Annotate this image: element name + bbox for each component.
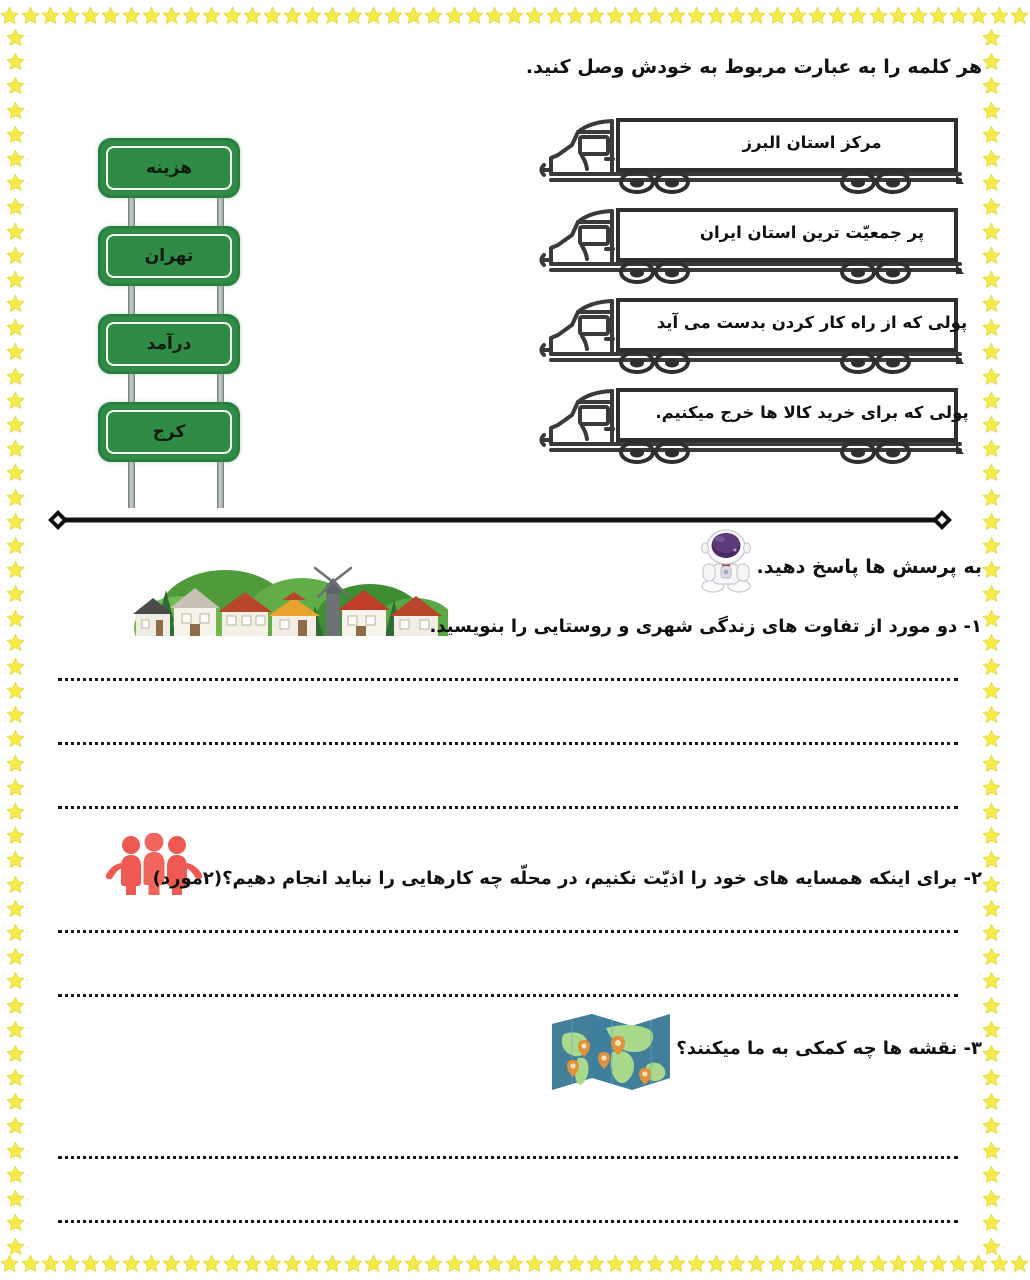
star-icon — [505, 6, 524, 25]
road-sign-1-label: هزینه — [146, 157, 192, 178]
star-icon — [848, 1254, 867, 1273]
road-signs-group — [90, 118, 270, 508]
star-icon — [6, 463, 25, 482]
star-icon — [122, 6, 141, 25]
star-column-left — [2, 26, 28, 1252]
truck-icon-2 — [520, 200, 970, 290]
star-icon — [364, 6, 383, 25]
star-icon — [6, 246, 25, 265]
road-sign-4-label: کرج — [152, 421, 186, 442]
star-icon — [6, 1213, 25, 1232]
answer-line-7[interactable] — [58, 1220, 958, 1227]
astronaut-icon — [695, 528, 757, 594]
star-icon — [747, 1254, 766, 1273]
star-icon — [6, 1189, 25, 1208]
star-icon — [6, 222, 25, 241]
star-icon — [41, 6, 60, 25]
star-icon — [6, 149, 25, 168]
answer-line-1[interactable] — [58, 678, 958, 685]
star-icon — [6, 28, 25, 47]
star-icon — [6, 996, 25, 1015]
star-icon — [6, 536, 25, 555]
star-icon — [929, 1254, 948, 1273]
star-icon — [364, 1254, 383, 1273]
star-icon — [990, 6, 1009, 25]
star-icon — [243, 1254, 262, 1273]
star-icon — [525, 6, 544, 25]
star-icon — [788, 1254, 807, 1273]
answer-line-4[interactable] — [58, 930, 958, 937]
star-icon — [889, 1254, 908, 1273]
star-icon — [6, 512, 25, 531]
star-icon — [586, 6, 605, 25]
star-icon — [546, 1254, 565, 1273]
star-icon — [6, 971, 25, 990]
star-icon — [6, 1092, 25, 1111]
road-sign-3-inner — [106, 322, 232, 366]
star-icon — [445, 6, 464, 25]
star-icon — [182, 6, 201, 25]
star-icon — [727, 1254, 746, 1273]
star-icon — [6, 1020, 25, 1039]
road-sign-4[interactable] — [98, 402, 240, 462]
star-icon — [344, 6, 363, 25]
star-icon — [182, 1254, 201, 1273]
star-icon — [142, 1254, 161, 1273]
star-icon — [6, 391, 25, 410]
star-icon — [6, 657, 25, 676]
star-icon — [869, 1254, 888, 1273]
star-icon — [6, 850, 25, 869]
answer-line-6[interactable] — [58, 1156, 958, 1163]
worksheet-content — [30, 28, 1000, 1250]
truck-icon-3 — [520, 290, 970, 380]
star-icon — [768, 1254, 787, 1273]
star-icon — [546, 6, 565, 25]
star-icon — [6, 560, 25, 579]
star-icon — [969, 1254, 988, 1273]
star-icon — [0, 1254, 19, 1273]
star-icon — [949, 1254, 968, 1273]
star-icon — [223, 6, 242, 25]
road-sign-2[interactable] — [98, 226, 240, 286]
star-icon — [344, 1254, 363, 1273]
star-icon — [949, 6, 968, 25]
star-icon — [404, 1254, 423, 1273]
truck-card-2[interactable] — [520, 200, 970, 290]
road-sign-3-label: درآمد — [146, 333, 192, 354]
star-icon — [969, 6, 988, 25]
star-icon — [646, 1254, 665, 1273]
matching-section-title: هر کلمه را به عبارت مربوط به خودش وصل کنید. — [525, 56, 982, 78]
star-icon — [808, 1254, 827, 1273]
star-icon — [122, 1254, 141, 1273]
truck-icon-1 — [520, 110, 970, 200]
star-icon — [202, 1254, 221, 1273]
star-icon — [909, 1254, 928, 1273]
truck-icon-4 — [520, 380, 970, 470]
star-icon — [768, 6, 787, 25]
star-icon — [667, 6, 686, 25]
star-icon — [243, 6, 262, 25]
star-icon — [41, 1254, 60, 1273]
star-icon — [6, 826, 25, 845]
truck-card-3[interactable] — [520, 290, 970, 380]
star-icon — [6, 1068, 25, 1087]
star-icon — [6, 101, 25, 120]
star-icon — [909, 6, 928, 25]
star-icon — [566, 1254, 585, 1273]
star-icon — [6, 342, 25, 361]
star-icon — [828, 6, 847, 25]
star-icon — [1010, 1254, 1029, 1273]
star-icon — [384, 6, 403, 25]
star-icon — [646, 6, 665, 25]
star-icon — [6, 681, 25, 700]
star-icon — [667, 1254, 686, 1273]
star-icon — [687, 1254, 706, 1273]
star-icon — [162, 6, 181, 25]
star-icon — [6, 947, 25, 966]
star-icon — [21, 1254, 40, 1273]
star-icon — [6, 1044, 25, 1063]
star-icon — [424, 1254, 443, 1273]
star-icon — [303, 1254, 322, 1273]
star-icon — [6, 1141, 25, 1160]
star-icon — [808, 6, 827, 25]
star-icon — [6, 415, 25, 434]
star-icon — [323, 1254, 342, 1273]
star-icon — [889, 6, 908, 25]
star-icon — [606, 6, 625, 25]
star-icon — [6, 729, 25, 748]
truck-card-2-text: پر جمعیّت ترین استان ایران — [699, 222, 925, 242]
star-icon — [6, 294, 25, 313]
road-sign-1-inner — [106, 146, 232, 190]
star-icon — [21, 6, 40, 25]
star-icon — [788, 6, 807, 25]
star-icon — [6, 367, 25, 386]
star-icon — [6, 1237, 25, 1256]
star-icon — [6, 778, 25, 797]
star-icon — [586, 1254, 605, 1273]
star-icon — [848, 6, 867, 25]
star-icon — [101, 1254, 120, 1273]
star-icon — [869, 6, 888, 25]
star-icon — [485, 1254, 504, 1273]
star-icon — [990, 1254, 1009, 1273]
answer-line-2[interactable] — [58, 742, 958, 749]
star-icon — [202, 6, 221, 25]
world-map-icon — [548, 1008, 674, 1096]
star-icon — [6, 318, 25, 337]
star-icon — [283, 1254, 302, 1273]
road-sign-1[interactable] — [98, 138, 240, 198]
star-icon — [626, 1254, 645, 1273]
star-icon — [6, 488, 25, 507]
star-icon — [465, 1254, 484, 1273]
star-icon — [465, 6, 484, 25]
star-icon — [828, 1254, 847, 1273]
star-icon — [81, 6, 100, 25]
star-icon — [61, 6, 80, 25]
star-row-bottom — [0, 1250, 1030, 1276]
star-icon — [142, 6, 161, 25]
star-icon — [6, 173, 25, 192]
star-icon — [404, 6, 423, 25]
star-icon — [6, 1165, 25, 1184]
star-icon — [6, 633, 25, 652]
star-icon — [6, 1116, 25, 1135]
road-sign-3[interactable] — [98, 314, 240, 374]
star-icon — [384, 1254, 403, 1273]
answer-section-title: به پرسش ها پاسخ دهید. — [756, 556, 982, 578]
star-icon — [6, 197, 25, 216]
star-icon — [6, 899, 25, 918]
star-icon — [6, 439, 25, 458]
star-icon — [6, 584, 25, 603]
star-icon — [263, 1254, 282, 1273]
truck-card-4-text: پولی که برای خرید کالا ها خرج میکنیم. — [655, 402, 969, 422]
star-icon — [6, 270, 25, 289]
star-icon — [929, 6, 948, 25]
truck-card-1[interactable] — [520, 110, 970, 200]
star-icon — [6, 125, 25, 144]
star-icon — [505, 1254, 524, 1273]
star-icon — [0, 6, 19, 25]
star-icon — [626, 6, 645, 25]
star-icon — [445, 1254, 464, 1273]
star-icon — [6, 76, 25, 95]
star-icon — [6, 802, 25, 821]
star-icon — [283, 6, 302, 25]
road-sign-2-inner — [106, 234, 232, 278]
road-sign-2-label: تهران — [144, 245, 194, 266]
star-icon — [6, 754, 25, 773]
star-icon — [81, 1254, 100, 1273]
star-icon — [707, 1254, 726, 1273]
star-icon — [61, 1254, 80, 1273]
star-icon — [101, 6, 120, 25]
star-icon — [747, 6, 766, 25]
truck-card-1-text: مرکز استان البرز — [742, 132, 882, 152]
diamond-line-divider-icon — [44, 508, 956, 532]
star-icon — [566, 6, 585, 25]
star-icon — [485, 6, 504, 25]
star-icon — [263, 6, 282, 25]
star-icon — [6, 609, 25, 628]
question-1: ۱- دو مورد از تفاوت های زندگی شهری و روستایی را بنویسید. — [429, 616, 982, 637]
truck-card-3-text: پولی که از راه کار کردن بدست می آید — [656, 312, 968, 332]
star-icon — [727, 6, 746, 25]
question-2: ۲- برای اینکه همسایه های خود را اذیّت نکنیم، در محلّه چه کارهایی را نباید انجام دهیم؟(۲مورد) — [152, 868, 982, 889]
answer-line-5[interactable] — [58, 994, 958, 1001]
question-3: ۳- نقشه ها چه کمکی به ما میکنند؟ — [676, 1038, 982, 1059]
truck-card-4[interactable] — [520, 380, 970, 470]
star-icon — [6, 52, 25, 71]
star-icon — [707, 6, 726, 25]
section-divider — [44, 508, 956, 532]
star-icon — [1010, 6, 1029, 25]
road-sign-4-inner — [106, 410, 232, 454]
star-icon — [525, 1254, 544, 1273]
star-icon — [6, 923, 25, 942]
star-row-top — [0, 2, 1030, 28]
star-icon — [6, 875, 25, 894]
star-icon — [606, 1254, 625, 1273]
answer-line-3[interactable] — [58, 806, 958, 813]
star-icon — [223, 1254, 242, 1273]
village-illustration — [130, 540, 448, 636]
star-icon — [303, 6, 322, 25]
star-icon — [424, 6, 443, 25]
star-icon — [6, 705, 25, 724]
star-icon — [687, 6, 706, 25]
star-icon — [323, 6, 342, 25]
star-icon — [162, 1254, 181, 1273]
